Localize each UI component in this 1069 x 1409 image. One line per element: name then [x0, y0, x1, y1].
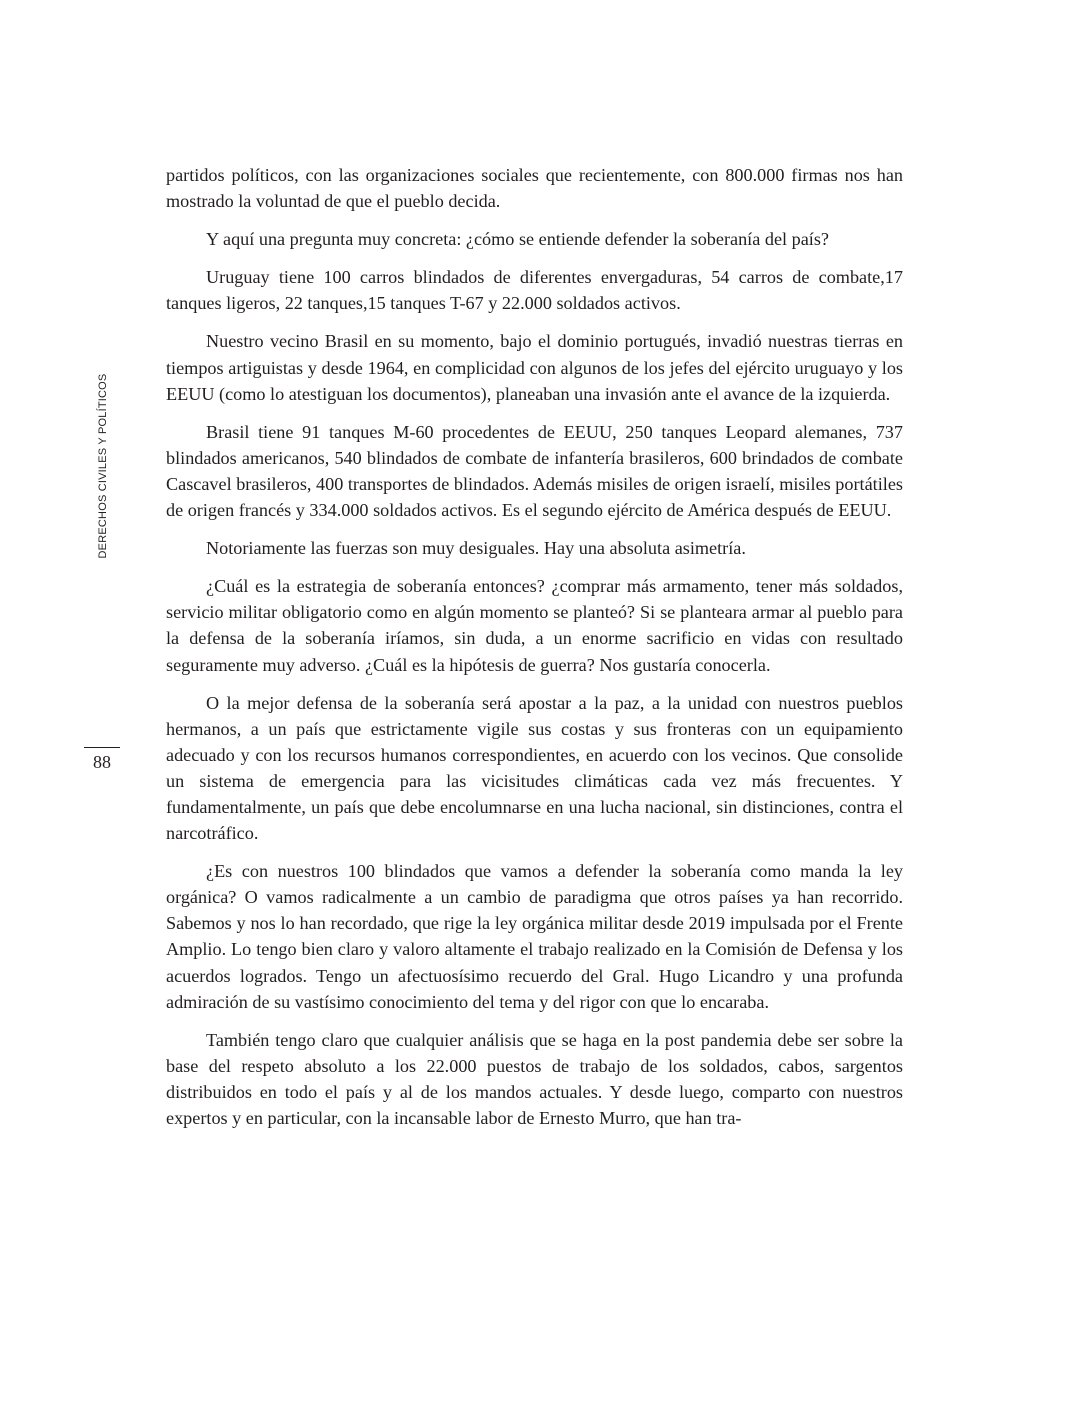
running-head-text: DERECHOS CIVILES Y POLÍTICOS — [97, 373, 109, 559]
paragraph-3: Uruguay tiene 100 carros blindados de diferentes envergaduras, 54 carros de combate,17 tanques ligeros, 22 tanques,15 tanques T-67 y 22.000 soldados activos. — [166, 267, 903, 314]
paragraph-9: ¿Es con nuestros 100 blindados que vamos a defender la soberanía como manda la ley orgánica? O vamos radicalmente a un cambio de paradigma que otros países ya han recorrido. Sabemos y nos lo han recordado, que rige la ley orgánica militar desde 2019 impulsada por el Frente Amplio. Lo tengo bien claro y valoro altamente el trabajo realizado en la Comisión de Defensa y los acuerdos logrados. Tengo un afectuosísimo recuerdo del Gral. Hugo Licandro y una profunda admiración de su vastísimo conocimiento del tema y del rigor con que lo encaraba. — [166, 861, 903, 1012]
page-number: 88 — [93, 752, 111, 772]
paragraph-1: partidos políticos, con las organizaciones sociales que recientemente, con 800.000 firmas nos han mostrado la voluntad de que el pueblo decida. — [166, 165, 903, 212]
paragraph-10: También tengo claro que cualquier análisis que se haga en la post pandemia debe ser sobre la base del respeto absoluto a los 22.000 puestos de trabajo de los soldados, cabos, sargentos distribuidos en todo el país y al de los mandos actuales. Y desde luego, comparto con nuestros expertos y en particular, con la incansable labor de Ernesto Murro, que han tra- — [166, 1029, 903, 1128]
paragraph-6: Notoriamente las fuerzas son muy desiguales. Hay una absoluta asimetría. — [206, 538, 746, 559]
paragraph-7: ¿Cuál es la estrategia de soberanía entonces? ¿comprar más armamento, tener más soldados, servicio militar obligatorio como en algún momento se planteó? Si se planteara armar al pueblo para la defensa de la soberanía iríamos, sin duda, a un enorme sacrificio en vidas con resultado seguramente muy adverso. ¿Cuál es la hipótesis de guerra? Nos gustaría conocerla. — [166, 576, 903, 675]
paragraph-5: Brasil tiene 91 tanques M-60 procedentes de EEUU, 250 tanques Leopard alemanes, 737 blindados americanos, 540 blindados de combate de infantería brasileros, 600 brindados de combate Cascavel brasileros, 400 transportes de blindados. Además misiles de origen israelí, misiles portátiles de origen francés y 334.000 soldados activos. Es el segundo ejército de América después de EEUU. — [166, 421, 903, 521]
paragraph-8: O la mejor defensa de la soberanía será apostar a la paz, a la unidad con nuestros pueblos hermanos, a un país que estrictamente vigile sus costas y sus fronteras con un equipamiento adecuado y con los recursos humanos correspondientes, en acuerdo con los vecinos. Que consolide un sistema de emergencia para las vicisitudes climáticas cada vez más frecuentes. Y fundamentalmente, un país que debe encolumnarse en una lucha nacional, sin distinciones, contra el narcotráfico. — [166, 692, 903, 844]
body-text — [166, 162, 903, 1143]
page-number-rule — [84, 747, 120, 748]
paragraph-4: Nuestro vecino Brasil en su momento, bajo el dominio portugués, invadió nuestras tierras en tiempos artiguistas y desde 1964, en complicidad con algunos de los jefes del ejército uruguayo y los EEUU (como lo atestiguan los documentos), planeaban una invasión ante el avance de la izquierda. — [166, 331, 903, 404]
paragraph-2: Y aquí una pregunta muy concreta: ¿cómo se entiende defender la soberanía del país? — [206, 229, 829, 250]
